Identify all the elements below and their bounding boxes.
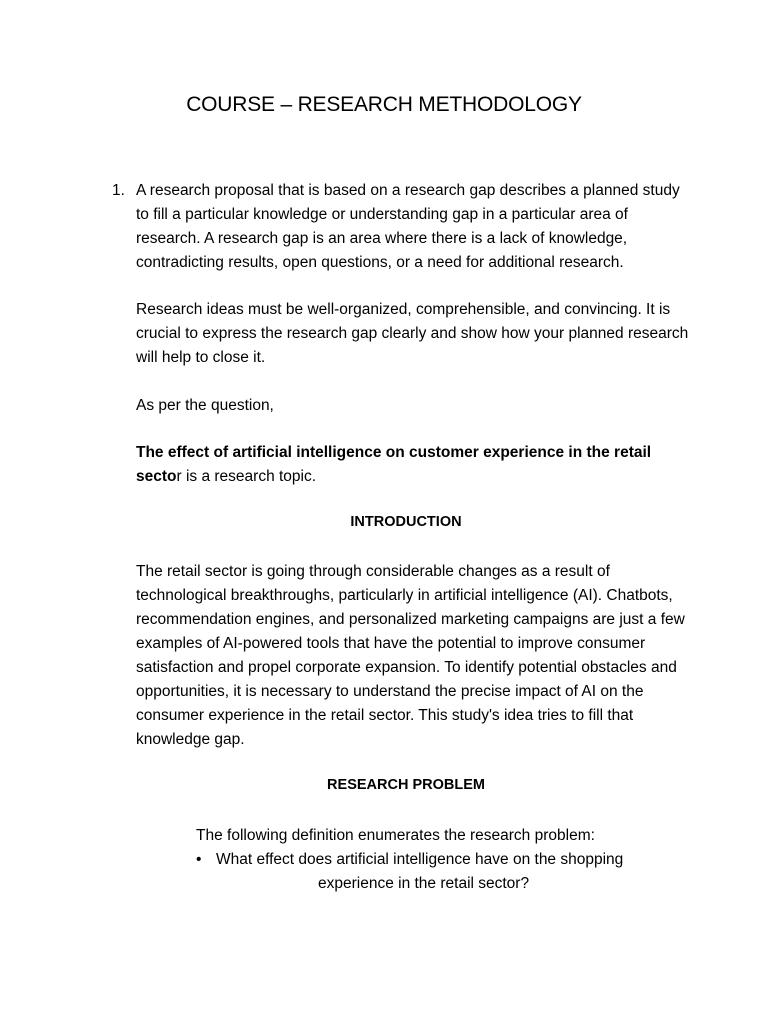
paragraph-as-per-question: As per the question, [136, 397, 274, 414]
topic-rest-text: r is a research topic. [176, 468, 317, 485]
paragraph-research-proposal: A research proposal that is based on a research gap describes a planned study to fill a particular knowledge or understanding gap in a particular area of research. A research gap is an area where there is a lack of knowledge, contradicting results, open questions, or a need for additional research. [136, 182, 680, 271]
page-title: COURSE – RESEARCH METHODOLOGY [186, 93, 582, 116]
paragraph-research-ideas: Research ideas must be well-organized, comprehensible, and convincing. It is crucial to express the research gap clearly and show how your planned research will help to close it. [136, 301, 689, 366]
bullet-text-line-2: experience in the retail sector? [318, 875, 530, 892]
bullet-text-line-1: What effect does artificial intelligence have on the shopping [216, 851, 624, 868]
list-number: 1. [112, 182, 125, 199]
topic-bold-text: The effect of artificial intelligence on customer experience in the retail secto [136, 444, 652, 485]
introduction-heading: INTRODUCTION [350, 514, 462, 530]
bullet-icon: • [196, 851, 202, 868]
paragraph-research-topic [136, 441, 696, 489]
research-problem-heading: RESEARCH PROBLEM [327, 777, 485, 793]
research-problem-lead: The following definition enumerates the research problem: [196, 827, 595, 844]
paragraph-introduction: The retail sector is going through considerable changes as a result of technological breakthroughs, particularly in artificial intelligence (AI). Chatbots, recommendation engines, and personalized marketing campaigns are just a few examples of AI-powered tools that have the potential to improve consumer satisfaction and propel corporate expansion. To identify potential obstacles and opportunities, it is necessary to understand the precise impact of AI on the consumer experience in the retail sector. This study's idea tries to fill that knowledge gap. [136, 563, 685, 748]
